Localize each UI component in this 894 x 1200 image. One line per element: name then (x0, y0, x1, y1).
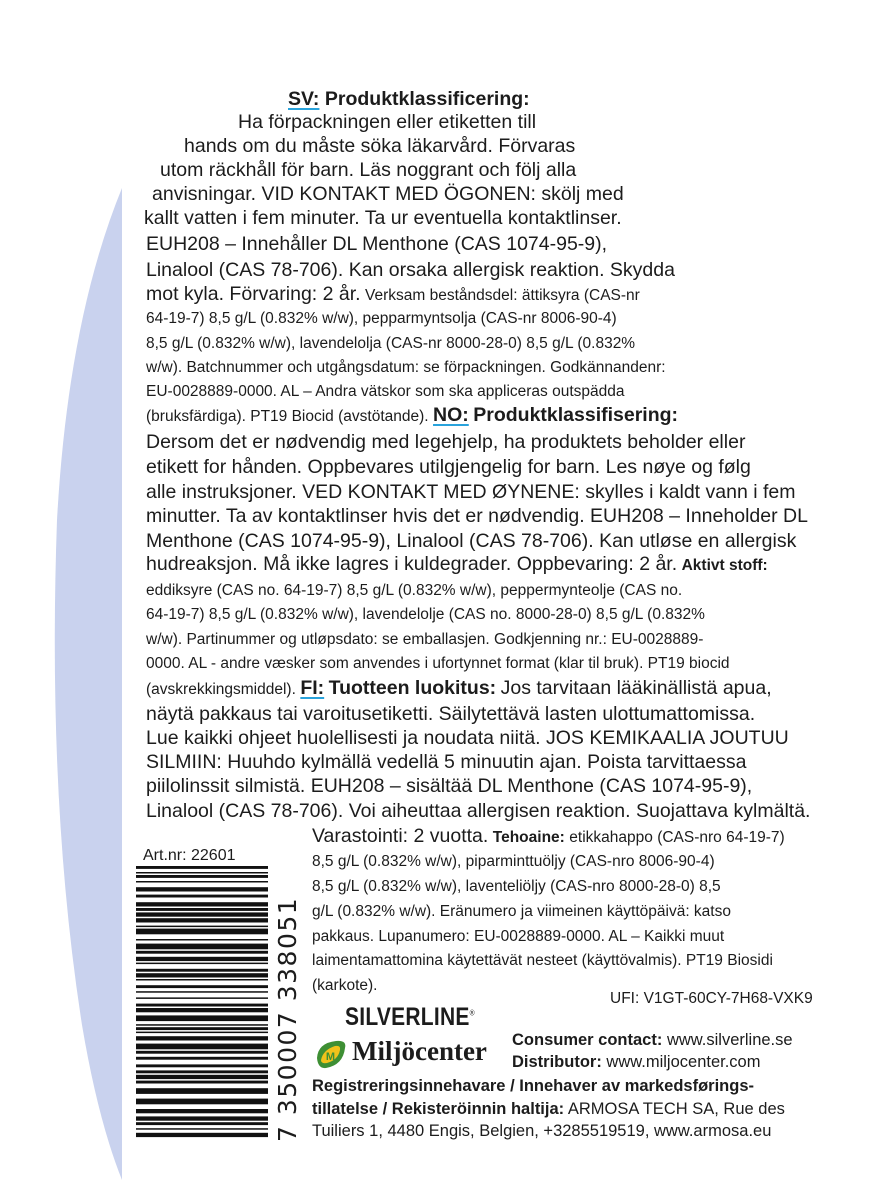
barcode-bar (136, 979, 268, 981)
no-heading: Produktklassifisering: (473, 404, 679, 426)
barcode-bar (136, 1122, 268, 1125)
fi-line: SILMIIN: Huuhdo kylmällä vedellä 5 minuutin ajan. Poista tarvittaessa (146, 751, 747, 773)
fi-small-line: g/L (0.832% w/w). Eränumero ja viimeinen käyttöpäivä: katso (312, 903, 731, 920)
fi-active-label: Tehoaine: (492, 829, 565, 846)
no-small-line: 0000. AL - andre væsker som anvendes i ufortynnet format (klar til bruk). PT19 biocid (146, 655, 730, 672)
barcode-bar (136, 1051, 268, 1054)
barcode-bar (136, 969, 268, 972)
fi-line: Lue kaikki ohjeet huolellisesti ja noudata niitä. JOS KEMIKAALIA JOUTUU (146, 727, 789, 749)
miljocenter-logo: Miljöcenter (352, 1036, 487, 1066)
barcode-bar (136, 912, 268, 916)
barcode-bar (136, 1099, 268, 1105)
barcode-bar (136, 918, 268, 922)
no-last-small: (avskrekkingsmiddel). (146, 681, 296, 698)
fi-small-line: 8,5 g/L (0.832% w/w), piparminttuöljy (CAS-nro 8006-90-4) (312, 853, 715, 870)
fi-storage-line: Varastointi: 2 vuotta. Tehoaine: etikkahappo (CAS-nro 64-19-7) (312, 825, 785, 847)
barcode-bar (136, 1032, 268, 1034)
sv-line: hands om du måste söka läkarvård. Förvaras (184, 135, 576, 157)
sv-lang-code: SV: (288, 88, 320, 110)
sv-small-line: 64-19-7) 8,5 g/L (0.832% w/w), pepparmyntsolja (CAS-nr 8006-90-4) (146, 310, 617, 327)
no-line: etikett for hånden. Oppbevares utilgjengelig for barn. Les nøye og følg (146, 456, 751, 478)
barcode-bar (136, 881, 268, 883)
barcode-bar (136, 1128, 268, 1130)
fi-small-line: pakkaus. Lupanumero: EU-0028889-0000. AL – Kaikki muut (312, 928, 725, 945)
fi-small-line: laimentamattomina käytettävät nesteet (käyttövalmis). PT19 Biosidi (312, 952, 773, 969)
no-small-line: eddiksyre (CAS no. 64-19-7) 8,5 g/L (0.832% w/w), peppermynteolje (CAS no. (146, 582, 683, 599)
registration-address: Tuiliers 1, 4480 Engis, Belgien, +3285519519, www.armosa.eu (312, 1122, 772, 1140)
barcode-bar (136, 1044, 268, 1050)
fi-active-rest: etikkahappo (CAS-nro 64-19-7) (569, 829, 785, 846)
fi-heading-line (146, 677, 772, 700)
barcode-bar (136, 1057, 268, 1060)
barcode-bar (136, 1008, 268, 1012)
barcode-bar (136, 895, 268, 898)
barcode-bar (136, 1036, 268, 1040)
barcode-bar (136, 1070, 268, 1073)
no-line: Menthone (CAS 1074-95-9), Linalool (CAS 78-706). Kan utløse en allergisk (146, 530, 797, 552)
barcode-bar (136, 957, 268, 961)
barcode-bar (136, 1015, 268, 1021)
barcode-bar (136, 902, 268, 906)
barcode-bar (136, 963, 268, 965)
barcode-bar (136, 875, 268, 878)
barcode-bar (136, 1116, 268, 1120)
consumer-contact: Consumer contact: www.silverline.se (512, 1031, 793, 1049)
registration-holder: tillatelse / Rekisteröinnin haltija: ARMOSA TECH SA, Rue des (312, 1100, 785, 1118)
barcode-bar (136, 1109, 268, 1113)
barcode-bar (136, 951, 268, 954)
no-lang-code: NO: (433, 404, 469, 426)
consumer-contact-url[interactable]: www.silverline.se (666, 1031, 793, 1049)
barcode-bar (136, 1024, 268, 1026)
sv-line: kallt vatten i fem minuter. Ta ur eventuella kontaktlinser. (144, 207, 622, 229)
barcode-bar (136, 887, 268, 891)
barcode-bar (136, 929, 268, 935)
sv-storage-line: mot kyla. Förvaring: 2 år. Verksam beståndsdel: ättiksyra (CAS-nr (146, 283, 640, 305)
distributor-contact: Distributor: www.miljocenter.com (512, 1053, 761, 1071)
no-small-line: w/w). Partinummer og utløpsdato: se emballasjen. Godkjenning nr.: EU-0028889- (146, 631, 704, 648)
sv-heading: Produktklassificering: (324, 88, 530, 110)
leaf-logo-icon (314, 1038, 348, 1072)
barcode-bar (136, 985, 268, 988)
sv-line: EUH208 – Innehåller DL Menthone (CAS 1074-95-9), (146, 233, 608, 255)
sv-line: Linalool (CAS 78-706). Kan orsaka allergisk reaktion. Skydda (146, 259, 675, 281)
sv-small-line: 8,5 g/L (0.832% w/w), lavendelolja (CAS-nr 8000-28-0) 8,5 g/L (0.832% (146, 335, 636, 352)
barcode-bar (136, 1064, 268, 1067)
barcode (136, 866, 268, 1148)
fi-small-line: 8,5 g/L (0.832% w/w), laventeliöljy (CAS-nro 8000-28-0) 8,5 (312, 878, 721, 895)
no-line: alle instruksjoner. VED KONTAKT MED ØYNENE: skylles i kaldt vann i fem (146, 481, 796, 503)
fi-line: Linalool (CAS 78-706). Voi aiheuttaa allergisen reaktion. Suojattava kylmältä. (146, 800, 811, 822)
barcode-bar (136, 939, 268, 941)
sv-line: Ha förpackningen eller etiketten till (238, 111, 537, 133)
sv-line: anvisningar. VID KONTAKT MED ÖGONEN: skölj med (152, 183, 624, 205)
fi-line: näytä pakkaus tai varoitusetiketti. Säilytettävä lasten ulottumattomissa. (146, 703, 756, 725)
sv-small-line: w/w). Batchnummer och utgångsdatum: se förpackningen. Godkännandenr: (146, 359, 666, 376)
barcode-bar (136, 908, 268, 911)
distributor-url[interactable]: www.miljocenter.com (606, 1053, 761, 1071)
fi-small-line: (karkote). (312, 977, 378, 994)
barcode-bar (136, 973, 268, 977)
sv-small-line: EU-0028889-0000. AL – Andra vätskor som ska appliceras outspädda (146, 383, 625, 400)
barcode-bar (136, 1004, 268, 1007)
barcode-bar (136, 872, 268, 874)
no-heading-line (146, 404, 678, 427)
fi-line: piilolinssit silmistä. EUH208 – sisältää DL Menthone (CAS 1074-95-9), (146, 775, 753, 797)
sv-line: utom räckhåll för barn. Läs noggrant och följ alla (160, 159, 577, 181)
barcode-bar (136, 997, 268, 999)
barcode-bar (136, 866, 268, 869)
fi-lang-code: FI: (300, 677, 325, 699)
no-active-label: Aktivt stoff: (681, 557, 768, 574)
barcode-bar (136, 1075, 268, 1079)
barcode-bar (136, 926, 268, 928)
registration-label: Registreringsinnehavare / Innehaver av markedsførings- (312, 1077, 754, 1095)
no-storage-line: hudreaksjon. Må ikke lagres i kuldegrader. Oppbevaring: 2 år. Aktivt stoff: (146, 553, 768, 575)
fi-first-line: Jos tarvitaan lääkinällistä apua, (500, 677, 772, 699)
silverline-logo: SILVERLINE® (345, 1003, 475, 1031)
no-line: Dersom det er nødvendig med legehjelp, ha produktets beholder eller (146, 431, 746, 453)
sv-heading-line (288, 88, 530, 111)
sv-last-small: (bruksfärdiga). PT19 Biocid (avstötande). (146, 408, 429, 425)
barcode-bar (136, 1088, 268, 1094)
ufi-code: UFI: V1GT-60CY-7H68-VXK9 (610, 990, 813, 1007)
barcode-bar (136, 991, 268, 993)
leaf-logo-letter: M (325, 1051, 336, 1063)
no-line: minutter. Ta av kontaktlinser hvis det er nødvendig. EUH208 – Inneholder DL (146, 505, 808, 527)
barcode-bar (136, 1027, 268, 1030)
barcode-number: 7 350007 338051 (273, 896, 302, 1142)
article-number: Art.nr: 22601 (143, 847, 236, 864)
barcode-bar (136, 944, 268, 950)
no-small-line: 64-19-7) 8,5 g/L (0.832% w/w), lavendelolje (CAS no. 8000-28-0) 8,5 g/L (0.832% (146, 606, 705, 623)
sidebar-band (0, 0, 140, 1200)
sv-active-start: Verksam beståndsdel: ättiksyra (CAS-nr (365, 287, 640, 304)
barcode-bar (136, 1133, 268, 1137)
fi-heading: Tuotteen luokitus: (328, 677, 497, 699)
barcode-bar (136, 1081, 268, 1084)
